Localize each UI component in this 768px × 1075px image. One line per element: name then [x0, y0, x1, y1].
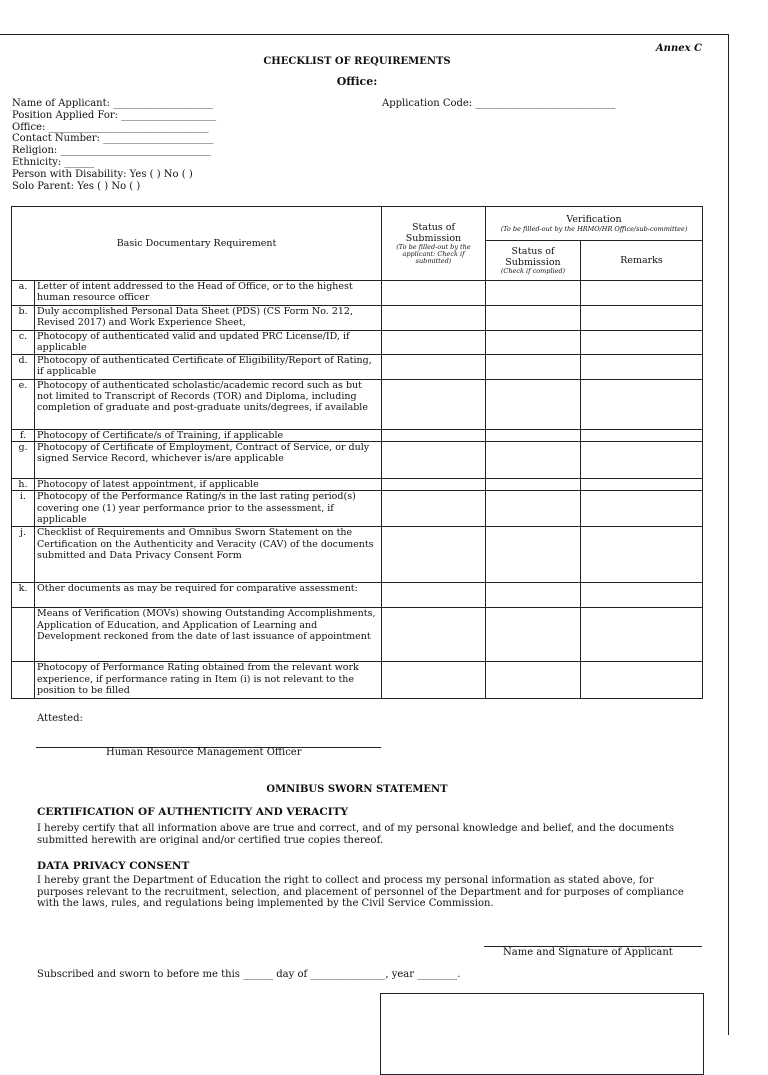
row-letter: k.: [12, 583, 35, 608]
row-requirement: Photocopy of Performance Rating obtained from the relevant work experience, if performance rating in Item (i) is not relevant to the position to be filled: [35, 662, 382, 699]
status-cell[interactable]: [382, 608, 486, 662]
status-header: [382, 207, 486, 281]
row-requirement: Photocopy of Certificate/s of Training, if applicable: [35, 430, 382, 442]
table-row: [12, 479, 703, 491]
row-requirement: Photocopy of authenticated Certificate of Eligibility/Report of Rating, if applicable: [35, 355, 382, 380]
row-letter: g.: [12, 442, 35, 479]
verification-cell[interactable]: [486, 355, 581, 380]
verification-cell[interactable]: [486, 491, 581, 527]
remarks-cell[interactable]: [581, 430, 703, 442]
row-requirement: Letter of intent addressed to the Head of Office, or to the highest human resource officer: [35, 281, 382, 306]
row-letter: j.: [12, 527, 35, 583]
row-requirement: Duly accomplished Personal Data Sheet (PDS) (CS Form No. 212, Revised 2017) and Work Experience Sheet,: [35, 306, 382, 331]
verification-cell[interactable]: [486, 608, 581, 662]
applicant-signature-label: Name and Signature of Applicant: [503, 947, 673, 958]
row-letter: [12, 608, 35, 662]
table-row: [12, 331, 703, 355]
row-requirement: Photocopy of latest appointment, if applicable: [35, 479, 382, 491]
table-row: [12, 491, 703, 527]
hrmo-label: Human Resource Management Officer: [106, 747, 302, 758]
remarks-header: Remarks: [581, 241, 703, 281]
status-cell[interactable]: [382, 662, 486, 699]
remarks-cell[interactable]: [581, 527, 703, 583]
remarks-cell[interactable]: [581, 479, 703, 491]
status-cell[interactable]: [382, 430, 486, 442]
omnibus-title: OMNIBUS SWORN STATEMENT: [266, 784, 448, 795]
remarks-cell[interactable]: [581, 380, 703, 430]
remarks-cell[interactable]: [581, 281, 703, 306]
remarks-cell[interactable]: [581, 583, 703, 608]
requirements-table: [11, 206, 703, 699]
solo-parent-field[interactable]: Solo Parent: Yes ( ) No ( ): [12, 180, 141, 192]
remarks-cell[interactable]: [581, 306, 703, 331]
row-letter: i.: [12, 491, 35, 527]
notary-box: [380, 993, 704, 1075]
requirements-body: [12, 281, 703, 699]
status-cell[interactable]: [382, 380, 486, 430]
verification-cell[interactable]: [486, 583, 581, 608]
table-row: [12, 527, 703, 583]
row-requirement: Checklist of Requirements and Omnibus Sworn Statement on the Certification on the Authenticity and Veracity (CAV) of the documents submitted and Data Privacy Consent Form: [35, 527, 382, 583]
data-privacy-heading: DATA PRIVACY CONSENT: [37, 860, 190, 872]
status-cell[interactable]: [382, 355, 486, 380]
attested-label: Attested:: [37, 713, 83, 724]
verification-status-label: Status of Submission: [505, 245, 561, 268]
status-cell[interactable]: [382, 527, 486, 583]
contact-field[interactable]: Contact Number: ______________________: [12, 133, 214, 145]
status-cell[interactable]: [382, 479, 486, 491]
applicant-fields: [12, 98, 216, 192]
table-row: [12, 355, 703, 380]
application-code-field[interactable]: Application Code: ____________________________: [382, 98, 616, 109]
status-cell[interactable]: [382, 331, 486, 355]
status-cell[interactable]: [382, 306, 486, 331]
verification-cell[interactable]: [486, 331, 581, 355]
table-row: [12, 380, 703, 430]
verification-cell[interactable]: [486, 306, 581, 331]
row-requirement: Photocopy of Certificate of Employment, Contract of Service, or duly signed Service Record, whichever is/are applicable: [35, 442, 382, 479]
row-requirement: Photocopy of authenticated valid and updated PRC License/ID, if applicable: [35, 331, 382, 355]
table-row: [12, 608, 703, 662]
remarks-cell[interactable]: [581, 608, 703, 662]
status-cell[interactable]: [382, 583, 486, 608]
certification-heading: CERTIFICATION OF AUTHENTICITY AND VERACITY: [37, 806, 349, 818]
verification-cell[interactable]: [486, 662, 581, 699]
row-letter: b.: [12, 306, 35, 331]
document-page: [0, 34, 729, 1035]
status-header-label: Status of Submission: [405, 221, 462, 244]
table-row: [12, 442, 703, 479]
requirement-header: Basic Documentary Requirement: [12, 207, 382, 281]
verification-cell[interactable]: [486, 527, 581, 583]
row-requirement: Other documents as may be required for comparative assessment:: [35, 583, 382, 608]
verification-status-note: (Check if complied): [500, 267, 566, 276]
remarks-cell[interactable]: [581, 491, 703, 527]
row-requirement: Photocopy of authenticated scholastic/academic record such as but not limited to Transcript of Records (TOR) and Diploma, including completion of graduate and post-graduate units/degrees, if available: [35, 380, 382, 430]
office-field[interactable]: Office: ________________________________: [12, 121, 209, 133]
status-cell[interactable]: [382, 442, 486, 479]
verification-header-note: (To be filled-out by the HRMO/HR Office/sub-committee): [500, 224, 688, 233]
status-cell[interactable]: [382, 281, 486, 306]
table-row: [12, 281, 703, 306]
table-row: [12, 430, 703, 442]
row-letter: f.: [12, 430, 35, 442]
row-letter: [12, 662, 35, 699]
table-row: [12, 583, 703, 608]
row-requirement: Photocopy of the Performance Rating/s in the last rating period(s) covering one (1) year performance prior to the assessment, if applicable: [35, 491, 382, 527]
data-privacy-text: I hereby grant the Department of Education the right to collect and process my personal information as stated above, for purposes relevant to the recruitment, selection, and placement of personnel of the Department and for purposes of compliance with the laws, rules, and regulations being implemented by the Civil Service Commission.: [37, 875, 684, 909]
document-title: CHECKLIST OF REQUIREMENTS: [263, 56, 451, 67]
sworn-statement: Subscribed and sworn to before me this ______ day of _______________, year ________.: [37, 969, 461, 980]
verification-status-header: [486, 241, 581, 281]
verification-header: [486, 207, 703, 241]
status-header-note: (To be filled-out by the applicant: Check if submitted): [396, 243, 471, 266]
verification-header-label: Verification: [566, 214, 622, 226]
annex-label: Annex C: [655, 43, 702, 54]
row-letter: e.: [12, 380, 35, 430]
row-requirement: Means of Verification (MOVs) showing Outstanding Accomplishments, Application of Education, and Application of Learning and Development reckoned from the date of last issuance of appointment: [35, 608, 382, 662]
verification-cell[interactable]: [486, 281, 581, 306]
verification-cell[interactable]: [486, 380, 581, 430]
position-field[interactable]: Position Applied For: ___________________: [12, 109, 217, 121]
religion-field[interactable]: Religion: ______________________________: [12, 145, 211, 157]
ethnicity-field[interactable]: Ethnicity: ______: [12, 156, 95, 168]
row-letter: h.: [12, 479, 35, 491]
remarks-cell[interactable]: [581, 662, 703, 699]
name-field[interactable]: Name of Applicant: ____________________: [12, 98, 214, 109]
row-letter: a.: [12, 281, 35, 306]
remarks-cell[interactable]: [581, 442, 703, 479]
table-row: [12, 662, 703, 699]
verification-cell[interactable]: [486, 442, 581, 479]
verification-cell[interactable]: [486, 430, 581, 442]
office-label: Office:: [336, 75, 378, 88]
table-row: [12, 306, 703, 331]
row-letter: c.: [12, 331, 35, 355]
remarks-cell[interactable]: [581, 331, 703, 355]
pwd-field[interactable]: Person with Disability: Yes ( ) No ( ): [12, 168, 193, 180]
status-cell[interactable]: [382, 491, 486, 527]
verification-cell[interactable]: [486, 479, 581, 491]
row-letter: d.: [12, 355, 35, 380]
certification-text: I hereby certify that all information above are true and correct, and of my personal knowledge and belief, and the documents submitted herewith are original and/or certified true copies thereof.: [37, 823, 675, 846]
remarks-cell[interactable]: [581, 355, 703, 380]
